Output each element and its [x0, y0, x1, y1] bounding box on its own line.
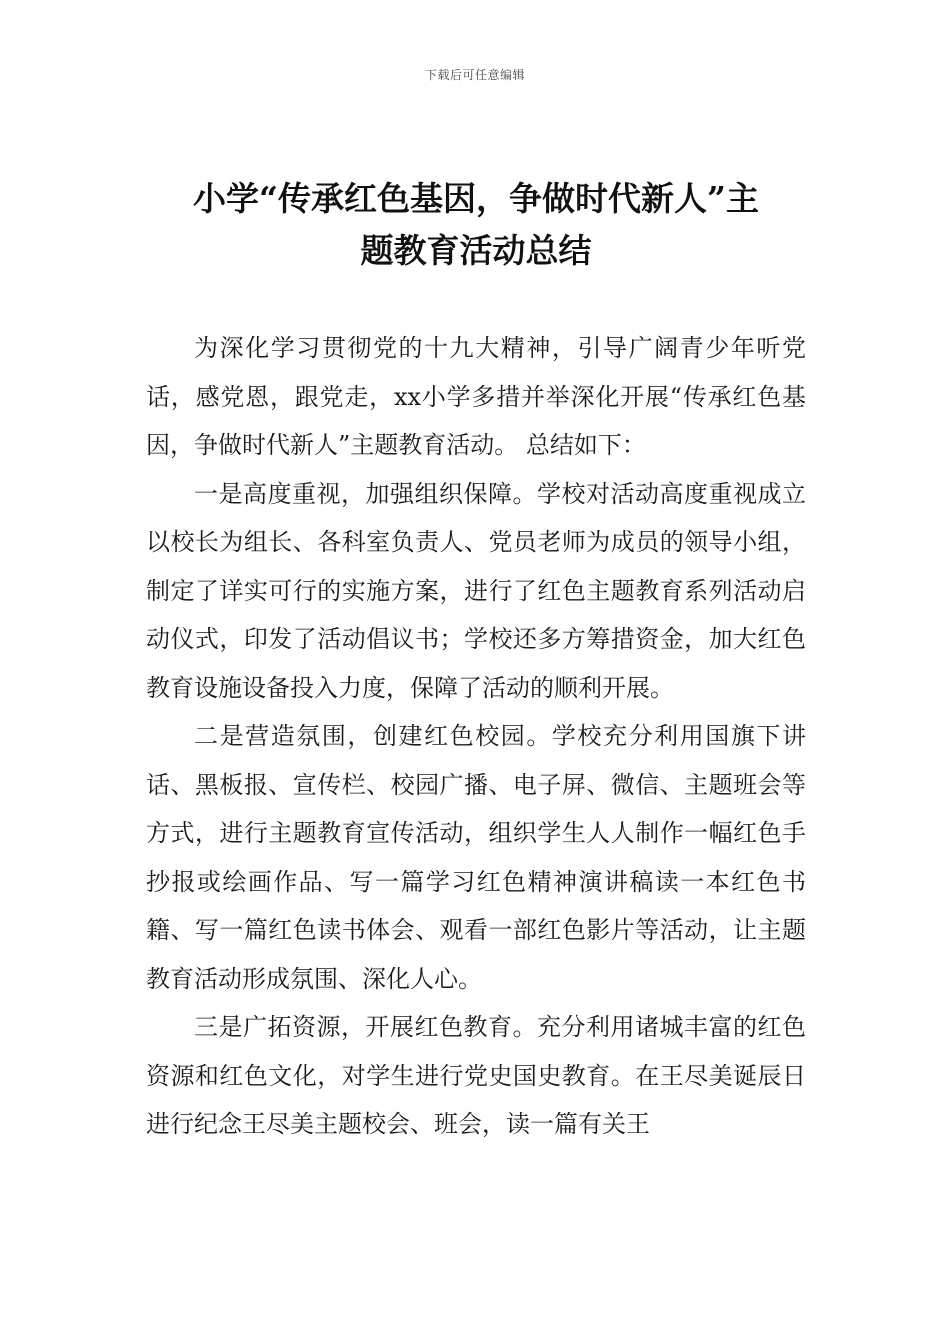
- title-line-1: 小学“传承红色基因，争做时代新人”主: [193, 179, 759, 218]
- document-body: [146, 324, 806, 1149]
- paragraph-intro: 为深化学习贯彻党的十九大精神，引导广阔青少年听党话，感党恩，跟党走，xx小学多措并举深化开展“传承红色基因，争做时代新人”主题教育活动。 总结如下：: [146, 334, 806, 459]
- header-note: 下载后可任意编辑: [424, 68, 525, 82]
- document-title: [146, 173, 806, 277]
- title-line-2: 题教育活动总结: [360, 231, 592, 270]
- paragraph-atmosphere: 二是营造氛围，创建红色校园。学校充分利用国旗下讲话、黑板报、宣传栏、校园广播、电子屏、微信、主题班会等方式，进行主题教育宣传活动，组织学生人人制作一幅红色手抄报或绘画作品、写一篇学习红色精神演讲稿读一本红色书籍、写一篇红色读书体会、观看一部红色影片等活动，让主题教育活动形成氛围、深化人心。: [146, 722, 806, 993]
- paragraph-resources: 三是广拓资源，开展红色教育。充分利用诸城丰富的红色资源和红色文化，对学生进行党史国史教育。在王尽美诞辰日进行纪念王尽美主题校会、班会，读一篇有关王: [146, 1013, 806, 1138]
- paragraph-organization: 一是高度重视，加强组织保障。学校对活动高度重视成立以校长为组长、各科室负责人、党员老师为成员的领导小组，制定了详实可行的实施方案，进行了红色主题教育系列活动启动仪式，印发了活动倡议书；学校还多方筹措资金，加大红色教育设施设备投入力度，保障了活动的顺利开展。: [146, 479, 806, 702]
